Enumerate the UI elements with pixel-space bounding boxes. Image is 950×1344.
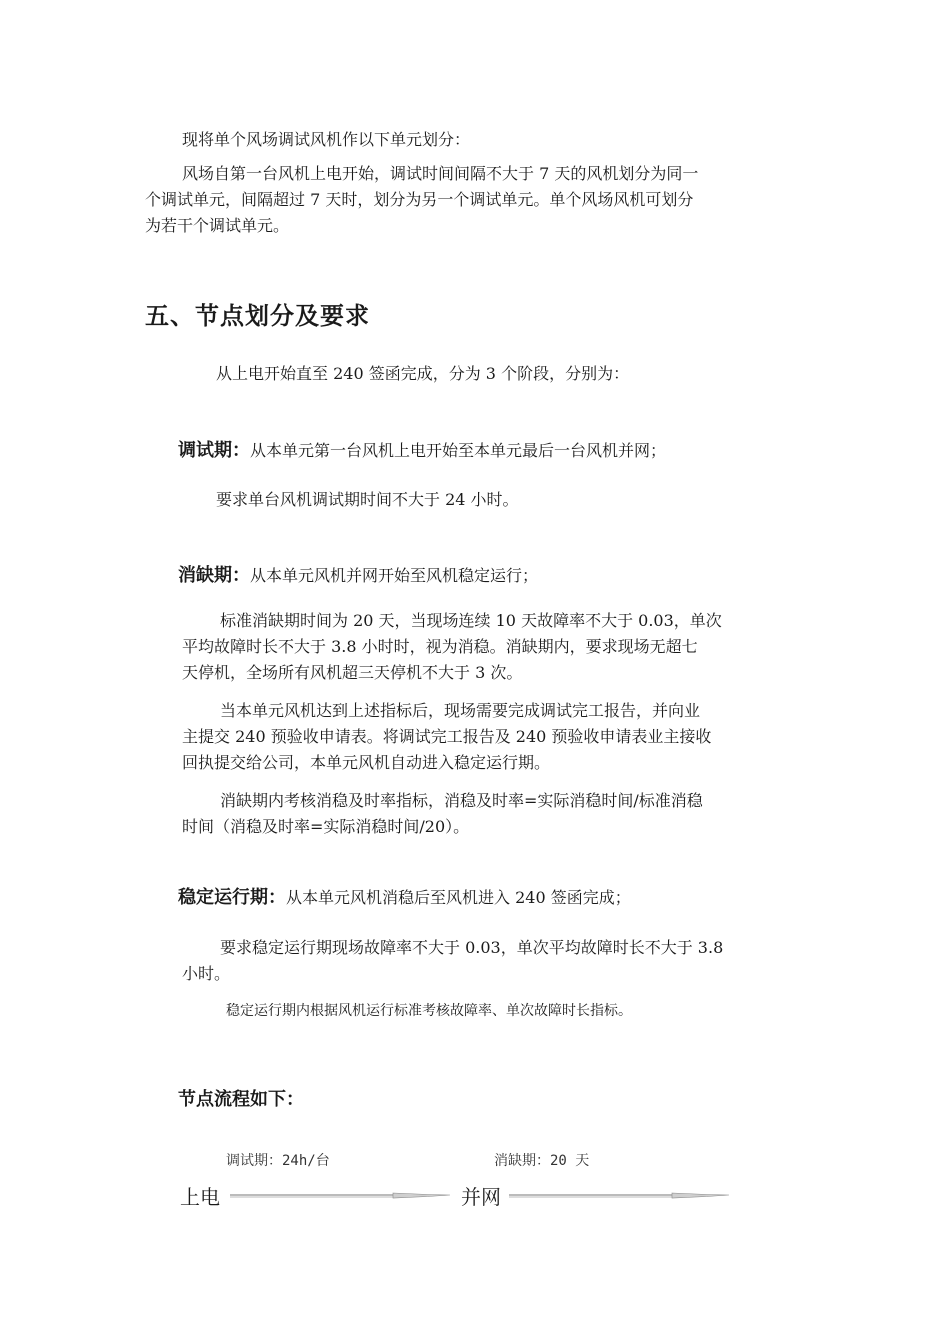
intro-line: 现将单个风场调试风机作以下单元划分： — [182, 130, 471, 149]
stage-debug-requirement: 要求单台风机调试期时间不大于 24 小时。 — [216, 490, 519, 509]
flow-node-power-on: 上电 — [180, 1185, 220, 1209]
flow-arrow-1 — [228, 1188, 454, 1202]
flow-phase-fix-label: 消缺期：20 天 — [494, 1153, 590, 1169]
flow-arrow-2 — [507, 1188, 733, 1202]
stage-fix-p2-line-3: 回执提交给公司，本单元风机自动进入稳定运行期。 — [182, 753, 551, 772]
stage-fix-heading — [178, 562, 538, 590]
flow-node-grid-connect: 并网 — [461, 1185, 501, 1209]
stage-fix-desc: 从本单元风机并网开始至风机稳定运行； — [250, 566, 539, 585]
intro-para-line-1: 风场自第一台风机上电开始，调试时间间隔不大于 7 天的风机划分为同一 — [182, 164, 699, 183]
stage-stable-p2: 稳定运行期内根据风机运行标准考核故障率、单次故障时长指标。 — [226, 1003, 632, 1019]
stage-debug-desc: 从本单元第一台风机上电开始至本单元最后一台风机并网； — [250, 441, 667, 460]
stage-fix-p1-line-3: 天停机，全场所有风机超三天停机不大于 3 次。 — [182, 663, 523, 682]
section-lead: 从上电开始直至 240 签函完成，分为 3 个阶段，分别为： — [216, 364, 630, 383]
intro-para-line-2: 个调试单元，间隔超过 7 天时，划分为另一个调试单元。单个风场风机可划分 — [145, 190, 694, 209]
intro-para-line-3: 为若干个调试单元。 — [145, 216, 290, 235]
stage-fix-p3-line-2: 时间（消稳及时率=实际消稳时间/20）。 — [182, 817, 470, 836]
stage-fix-p3-line-1: 消缺期内考核消稳及时率指标，消稳及时率=实际消稳时间/标准消稳 — [220, 791, 703, 810]
stage-fix-p1-line-2: 平均故障时长不大于 3.8 小时时，视为消稳。消缺期内，要求现场无超七 — [182, 637, 698, 656]
stage-fix-p2-line-1: 当本单元风机达到上述指标后，现场需要完成调试完工报告，并向业 — [220, 701, 701, 720]
stage-debug-heading — [178, 437, 666, 465]
stage-stable-label: 稳定运行期： — [178, 887, 286, 908]
stage-fix-p1-line-1: 标准消缺期时间为 20 天，当现场连续 10 天故障率不大于 0.03，单次 — [220, 611, 722, 630]
stage-fix-label: 消缺期： — [178, 565, 250, 586]
flow-phase-debug-label: 调试期：24h/台 — [226, 1153, 330, 1169]
stage-debug-label: 调试期： — [178, 440, 250, 461]
stage-stable-p1-line-1: 要求稳定运行期现场故障率不大于 0.03，单次平均故障时长不大于 3.8 — [220, 938, 724, 957]
section-title: 五、节点划分及要求 — [145, 301, 370, 330]
flow-title: 节点流程如下： — [178, 1089, 304, 1110]
stage-stable-desc: 从本单元风机消稳后至风机进入 240 签函完成； — [286, 888, 631, 907]
stage-stable-p1-line-2: 小时。 — [182, 964, 231, 983]
stage-stable-heading — [178, 884, 631, 912]
stage-fix-p2-line-2: 主提交 240 预验收申请表。将调试完工报告及 240 预验收申请表业主接收 — [182, 727, 712, 746]
